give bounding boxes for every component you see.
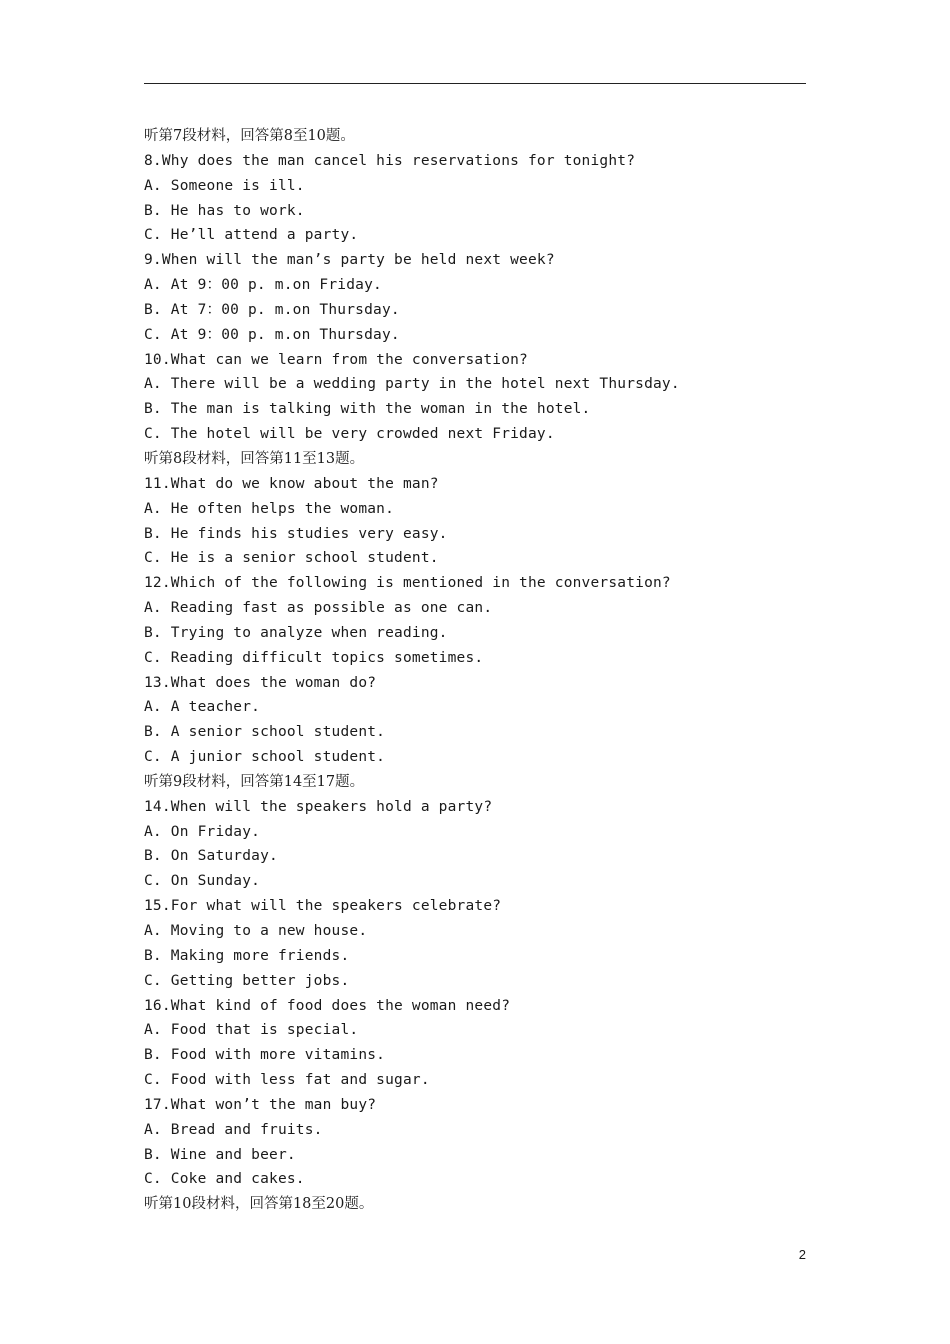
answer-option: C. He’ll attend a party.: [144, 227, 359, 244]
answer-option: A. Food that is special.: [144, 1022, 359, 1039]
answer-option: A. On Friday.: [144, 823, 261, 840]
answer-option: B. At 7：00 p. m.on Thursday.: [144, 301, 400, 318]
answer-option: A. A teacher.: [144, 699, 261, 716]
question-text: 14.When will the speakers hold a party?: [144, 798, 493, 815]
answer-option: C. Reading difficult topics sometimes.: [144, 649, 484, 666]
question-text: 16.What kind of food does the woman need?: [144, 997, 511, 1014]
page-number: 2: [798, 1247, 806, 1262]
answer-option: A. Moving to a new house.: [144, 923, 368, 939]
answer-option: C. He is a senior school student.: [144, 550, 439, 567]
question-text: 10.What can we learn from the conversation?: [144, 351, 528, 368]
section-heading: 听第7段材料，回答第8至10题。: [144, 128, 355, 144]
question-text: 8.Why does the man cancel his reservations for tonight?: [144, 152, 636, 169]
answer-option: A. At 9：00 p. m.on Friday.: [144, 277, 382, 294]
answer-option: C. Getting better jobs.: [144, 972, 350, 989]
answer-option: C. Food with less fat and sugar.: [144, 1072, 430, 1089]
question-text: 17.What won’t the man buy?: [144, 1096, 377, 1113]
answer-option: B. Food with more vitamins.: [144, 1047, 386, 1064]
section-heading: 听第8段材料，回答第11至13题。: [144, 450, 365, 467]
answer-option: A. He often helps the woman.: [144, 500, 395, 517]
answer-option: A. There will be a wedding party in the hotel next Thursday.: [144, 376, 680, 393]
section-heading: 听第10段材料，回答第18至20题。: [144, 1196, 374, 1213]
question-text: 13.What does the woman do?: [144, 674, 377, 691]
answer-option: A. Reading fast as possible as one can.: [144, 600, 493, 617]
answer-option: B. On Saturday.: [144, 848, 278, 865]
answer-option: B. Trying to analyze when reading.: [144, 624, 448, 641]
answer-option: A. Bread and fruits.: [144, 1121, 323, 1138]
answer-option: C. At 9：00 p. m.on Thursday.: [144, 326, 400, 343]
answer-option: B. Wine and beer.: [144, 1146, 296, 1163]
section-heading: 听第9段材料，回答第14至17题。: [144, 773, 365, 790]
answer-option: B. He has to work.: [144, 202, 305, 219]
answer-option: B. He finds his studies very easy.: [144, 525, 448, 542]
answer-option: C. Coke and cakes.: [144, 1171, 305, 1188]
question-text: 12.Which of the following is mentioned in the conversation?: [144, 575, 671, 592]
answer-option: C. The hotel will be very crowded next Friday.: [144, 426, 555, 443]
answer-option: C. A junior school student.: [144, 749, 386, 766]
document-body: [144, 124, 806, 1217]
answer-option: B. A senior school student.: [144, 724, 386, 741]
answer-option: B. Making more friends.: [144, 947, 350, 964]
answer-option: B. The man is talking with the woman in the hotel.: [144, 401, 591, 418]
question-text: 9.When will the man’s party be held next week?: [144, 252, 555, 269]
header-rule: [144, 83, 806, 84]
question-text: 11.What do we know about the man?: [144, 475, 439, 492]
answer-option: A. Someone is ill.: [144, 177, 305, 194]
question-text: 15.For what will the speakers celebrate?: [144, 898, 502, 915]
answer-option: C. On Sunday.: [144, 873, 261, 890]
